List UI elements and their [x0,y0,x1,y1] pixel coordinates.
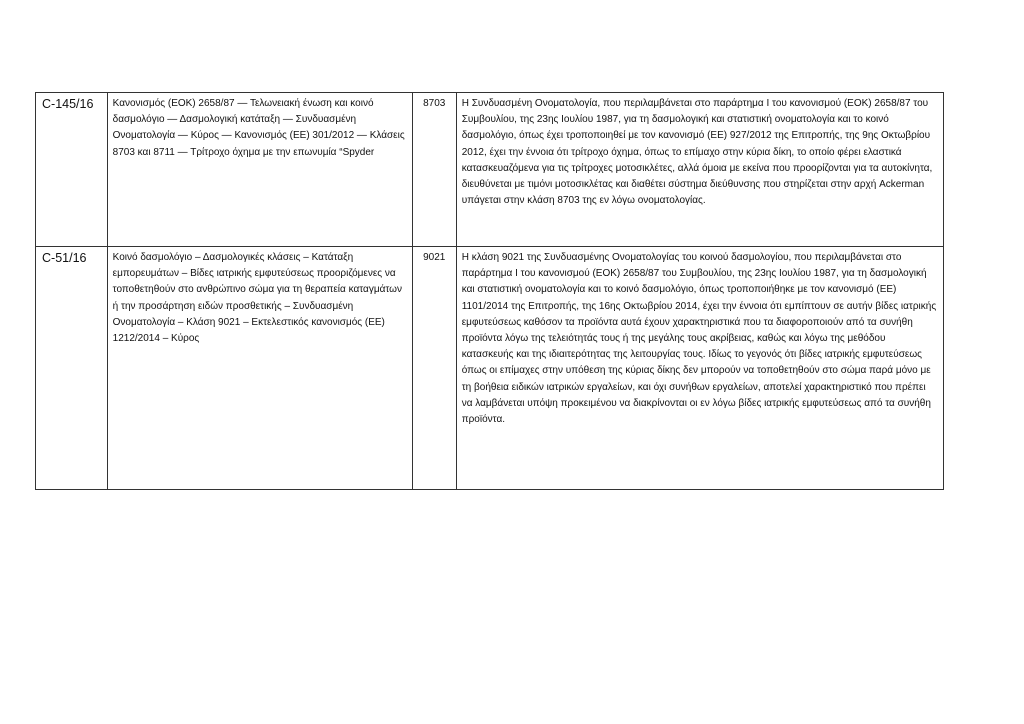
case-subject: Κανονισμός (ΕΟΚ) 2658/87 — Τελωνειακή ένωση και κοινό δασμολόγιο — Δασμολογική κατάταξη — Συνδυασμένη Ονοματολογία — Κύρος — Κανονισμός (ΕΕ) 301/2012 — Κλάσεις 8703 και 8711 — Τρίτροχο όχημα με την επωνυμία “Spyder [107,93,412,247]
case-number: C-51/16 [36,247,108,490]
tariff-code: 8703 [412,93,456,247]
case-ruling: Η Συνδυασμένη Ονοματολογία, που περιλαμβάνεται στο παράρτημα I του κανονισμού (ΕΟΚ) 2658/87 του Συμβουλίου, της 23ης Ιουλίου 1987, για τη δασμολογική και στατιστική ονοματολογία και το κοινό δασμολόγιο, όπως έχει τροποποιηθεί με τον κανονισμό (ΕΕ) 927/2012 της Επιτροπής, της 9ης Οκτωβρίου 2012, έχει την έννοια ότι τρίτροχο όχημα, όπως το επίμαχο στην κύρια δίκη, το οποίο φέρει ελαστικά κατασκευαζόμενα για τις τρίτροχες μοτοσικλέτες, αλλά όμοια με εκείνα που προορίζονται για τα αυτοκίνητα, διευθύνεται με τιμόνι μοτοσικλέτας και διαθέτει σύστημα διεύθυνσης που στηρίζεται στην αρχή Ackerman υπάγεται στην κλάση 8703 της εν λόγω ονοματολογίας. [456,93,943,247]
case-ruling: Η κλάση 9021 της Συνδυασμένης Ονοματολογίας του κοινού δασμολογίου, που περιλαμβάνεται στο παράρτημα I του κανονισμού (ΕΟΚ) 2658/87 του Συμβουλίου, της 23ης Ιουλίου 1987, για τη δασμολογική και στατιστική ονοματολογία και το κοινό δασμολόγιο, όπως τροποποιήθηκε με τον κανονισμό (ΕΕ) 1101/2014 της Επιτροπής, της 16ης Οκτωβρίου 2014, έχει την έννοια ότι εμπίπτουν σε αυτήν βίδες ιατρικής εμφυτεύσεως καθόσον τα προϊόντα αυτά έχουν χαρακτηριστικά που τα διαφοροποιούν από τα συνήθη προϊόντα λόγω της τελειότητάς τους ή της μεγάλης τους ακρίβειας, καθώς και λόγω της μεθόδου κατασκευής και της ιδιαιτερότητας της λειτουργίας τους. Ιδίως το γεγονός ότι βίδες ιατρικής εμφυτεύσεως όπως οι επίμαχες στην υπόθεση της κύριας δίκης δεν μπορούν να τοποθετηθούν στο σώμα παρά μόνο με τη βοήθεια ειδικών ιατρικών εργαλείων, και όχι συνήθων εργαλείων, αποτελεί χαρακτηριστικό που πρέπει να λαμβάνεται υπόψη προκειμένου να διακρίνονται οι εν λόγω βίδες ιατρικής εμφυτεύσεως από τα συνήθη προϊόντα. [456,247,943,490]
case-number: C-145/16 [36,93,108,247]
table-row [36,93,944,247]
judgments-table [35,92,944,490]
tariff-code: 9021 [412,247,456,490]
case-subject: Κοινό δασμολόγιο – Δασμολογικές κλάσεις – Κατάταξη εμπορευμάτων – Βίδες ιατρικής εμφυτεύσεως προοριζόμενες να τοποθετηθούν στο ανθρώπινο σώμα για τη θεραπεία καταγμάτων ή την προσάρτηση ειδών προσθετικής – Συνδυασμένη Ονοματολογία – Κλάση 9021 – Εκτελεστικός κανονισμός (ΕΕ) 1212/2014 – Κύρος [107,247,412,490]
table-row [36,247,944,490]
